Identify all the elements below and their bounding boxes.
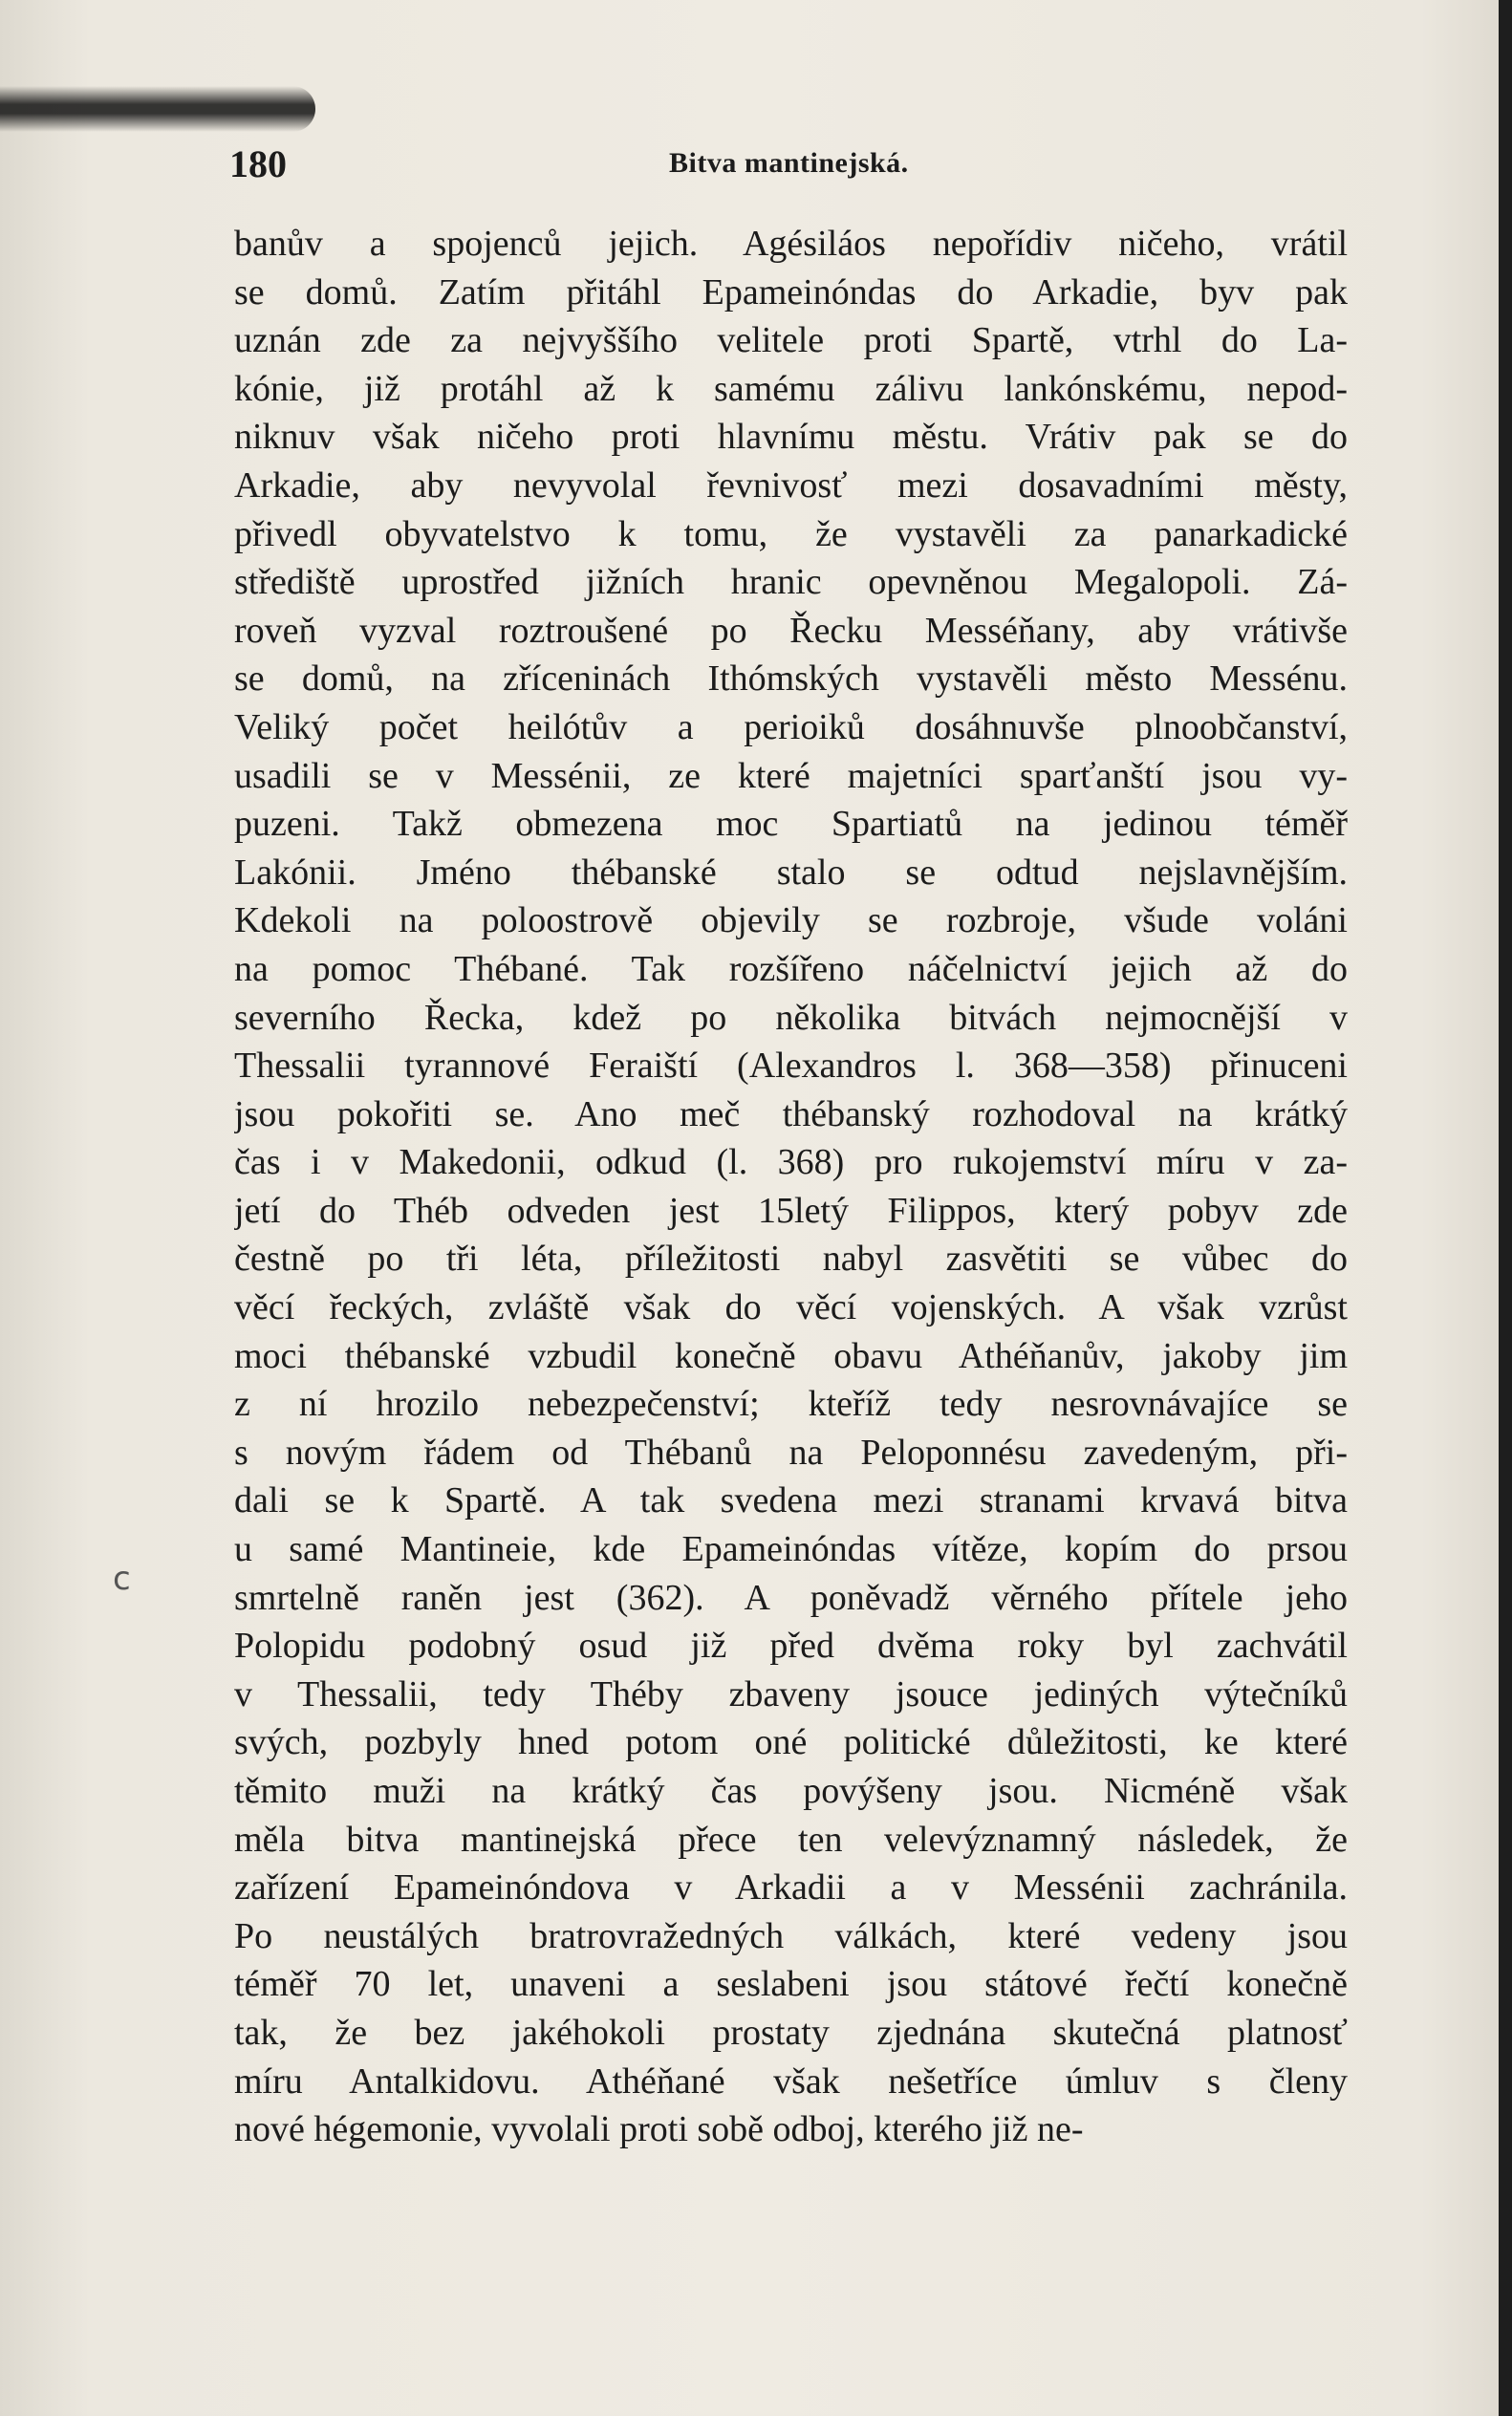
- text-line: měla bitva mantinejská přece ten velevýznamný následek, že: [234, 1819, 1348, 1860]
- text-line: niknuv však ničeho proti hlavnímu městu. Vrátiv pak se do: [234, 417, 1348, 458]
- text-line: čestně po tři léta, příležitosti nabyl zasvětiti se vůbec do: [234, 1239, 1348, 1280]
- text-line: v Thessalii, tedy Théby zbaveny jsouce jediných výtečníků: [234, 1673, 1348, 1715]
- text-line: na pomoc Thébané. Tak rozšířeno náčelnictví jejich až do: [234, 948, 1348, 989]
- text-line: dali se k Spartě. A tak svedena mezi stranami krvavá bitva: [234, 1480, 1348, 1521]
- text-line: nové hégemonie, vyvolali proti sobě odboj, kterého již ne-: [234, 2109, 1084, 2150]
- text-line: severního Řecka, kdež po několika bitvách nejmocnější v: [234, 997, 1348, 1038]
- text-line: kónie, již protáhl až k samému zálivu lankónskému, nepod-: [234, 368, 1348, 409]
- text-line: banův a spojenců jejich. Agésiláos nepořídiv ničeho, vrátil: [234, 224, 1348, 264]
- text-line: míru Antalkidovu. Athéňané však nešetříce úmluv s členy: [234, 2060, 1348, 2102]
- text-line: se domů, na zříceninách Ithómských vystavěli město Messénu.: [234, 658, 1348, 700]
- running-title: Bitva mantinejská.: [669, 147, 909, 179]
- text-line: Veliký počet heilótův a perioiků dosáhnuvše plnoobčanství,: [234, 706, 1348, 747]
- text-line: usadili se v Messénii, ze které majetníci sparťanští jsou vy-: [234, 755, 1348, 796]
- text-line: Po neustálých bratrovražedných válkách, které vedeny jsou: [234, 1915, 1348, 1956]
- margin-pencil-mark-icon: ⅽ: [113, 1560, 131, 1598]
- text-line: přivedl obyvatelstvo k tomu, že vystavěli za panarkadické: [234, 513, 1348, 554]
- body-text: [234, 220, 1348, 2154]
- text-line: se domů. Zatím přitáhl Epameinóndas do Arkadie, byv pak: [234, 271, 1348, 313]
- text-line: moci thébanské vzbudil konečně obavu Athéňanův, jakoby jim: [234, 1335, 1348, 1376]
- text-line: u samé Mantineie, kde Epameinóndas vítěze, kopím do prsou: [234, 1529, 1348, 1570]
- text-line: téměř 70 let, unaveni a seslabeni jsou státové řečtí konečně: [234, 1964, 1348, 2005]
- text-line: zařízení Epameinóndova v Arkadii a v Messénii zachránila.: [234, 1867, 1348, 1909]
- text-line: tak, že bez jakéhokoli prostaty zjednána skutečná platnosť: [234, 2012, 1348, 2053]
- text-line: Polopidu podobný osud již před dvěma roky byl zachvátil: [234, 1626, 1348, 1667]
- text-line: puzeni. Takž obmezena moc Spartiatů na jedinou téměř: [234, 804, 1348, 845]
- text-line: svých, pozbyly hned potom oné politické důležitosti, ke které: [234, 1722, 1348, 1763]
- text-line: střediště uprostřed jižních hranic opevněnou Megalopoli. Zá-: [234, 562, 1348, 603]
- page-edge: [1499, 0, 1512, 2416]
- text-line: z ní hrozilo nebezpečenství; kteříž tedy nesrovnávajíce se: [234, 1384, 1348, 1425]
- text-line: těmito muži na krátký čas povýšeny jsou. Nicméně však: [234, 1771, 1348, 1811]
- text-line: Kdekoli na poloostrově objevily se rozbroje, všude voláni: [234, 900, 1348, 941]
- text-line: Thessalii tyrannové Feraiští (Alexandros l. 368—358) přinuceni: [234, 1046, 1348, 1087]
- text-line: Arkadie, aby nevyvolal řevnivosť mezi dosavadními městy,: [234, 464, 1348, 506]
- text-line: jetí do Théb odveden jest 15letý Filippos, který pobyv zde: [234, 1190, 1348, 1231]
- text-line: věcí řeckých, zvláště však do věcí vojenských. A však vzrůst: [234, 1287, 1348, 1328]
- text-line: s novým řádem od Thébanů na Peloponnésu zavedeným, při-: [234, 1432, 1348, 1473]
- text-line: Lakónii. Jméno thébanské stalo se odtud nejslavnějším.: [234, 852, 1348, 893]
- page-header: [229, 141, 1348, 189]
- text-line: smrtelně raněn jest (362). A poněvadž věrného přítele jeho: [234, 1577, 1348, 1618]
- text-line: roveň vyzval roztroušené po Řecku Messéňany, aby vrátivše: [234, 610, 1348, 651]
- text-line: jsou pokořiti se. Ano meč thébanský rozhodoval na krátký: [234, 1093, 1348, 1134]
- text-line: čas i v Makedonii, odkud (l. 368) pro rukojemství míru v za-: [234, 1142, 1348, 1183]
- page-number: 180: [229, 142, 287, 185]
- text-line: uznán zde za nejvyššího velitele proti Spartě, vtrhl do La-: [234, 320, 1348, 361]
- scan-shadow: [0, 86, 315, 132]
